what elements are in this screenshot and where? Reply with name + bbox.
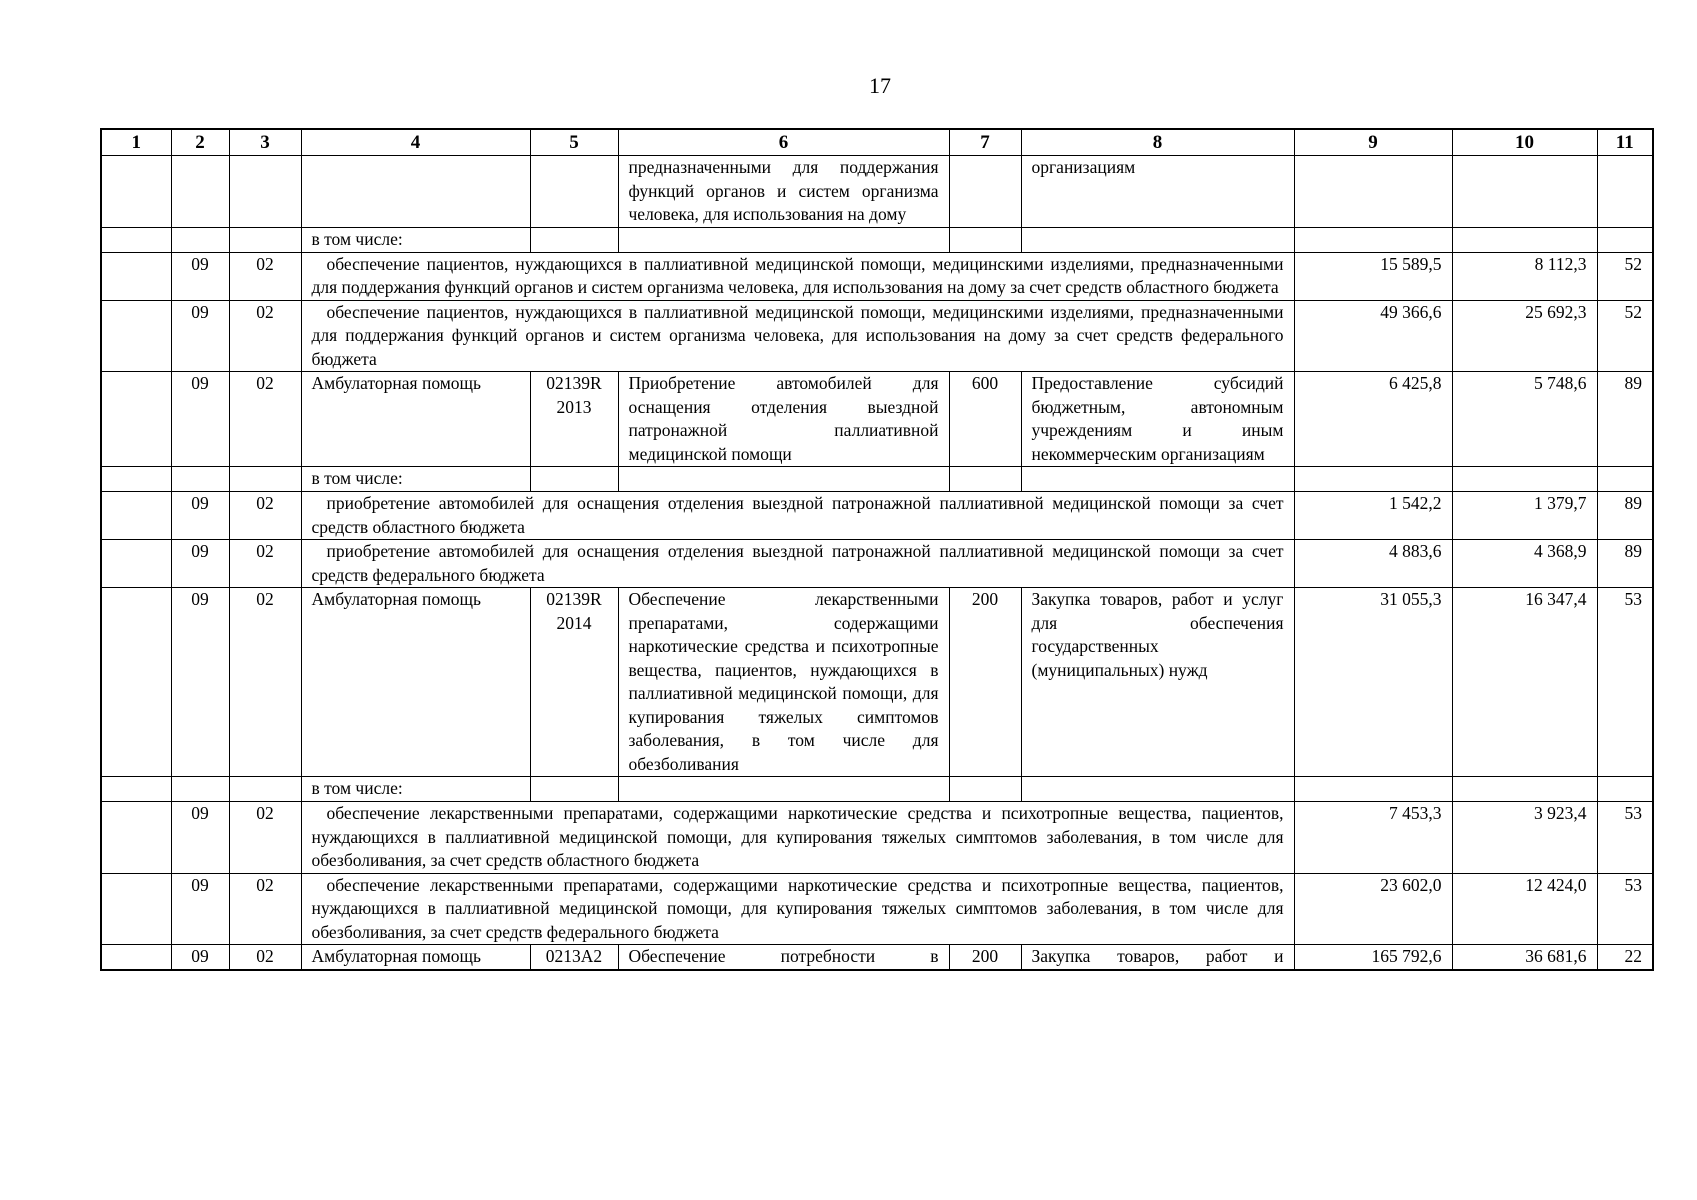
budget-table [100,128,1654,971]
cell-amount-2: 3 923,4 [1452,802,1597,874]
cell-empty [1294,156,1452,228]
cell-empty [618,227,949,252]
cell-empty [1597,467,1653,492]
table-row [101,252,1653,300]
cell-empty [101,156,171,228]
cell-code: 89 [1597,372,1653,467]
cell-section: 09 [171,300,229,372]
table-row [101,372,1653,467]
cell-expense-code: 200 [949,588,1021,777]
cell-empty [229,227,301,252]
cell-code: 53 [1597,588,1653,777]
cell-expense-code: 200 [949,945,1021,970]
cell-including-label: в том числе: [301,777,530,802]
cell-empty [1021,227,1294,252]
table-row-subheading [101,467,1653,492]
cell-section: 09 [171,492,229,540]
cell-empty [301,156,530,228]
cell-empty [101,467,171,492]
table-row [101,802,1653,874]
cell-activity: Амбулаторная помощь [301,945,530,970]
cell-subsection: 02 [229,588,301,777]
cell-subsection: 02 [229,873,301,945]
header-cell: 2 [171,129,229,156]
cell-amount-1: 6 425,8 [1294,372,1452,467]
cell-item-description: предназначенными для поддержания функций органов и систем организма человека, для использования на дому [618,156,949,228]
cell-section: 09 [171,945,229,970]
header-cell: 8 [1021,129,1294,156]
cell-target-code: 02139R 2014 [530,588,618,777]
cell-empty [101,372,171,467]
cell-code: 52 [1597,252,1653,300]
cell-section: 09 [171,873,229,945]
cell-item-description: Приобретение автомобилей для оснащения отделения выездной патронажной паллиативной медицинской помощи [618,372,949,467]
cell-empty [530,156,618,228]
cell-expense-type: Закупка товаров, работ и услуг для обеспечения государственных (муниципальных) нужд [1021,588,1294,777]
cell-empty [229,467,301,492]
cell-empty [171,777,229,802]
cell-empty [618,467,949,492]
table-row [101,300,1653,372]
header-cell: 6 [618,129,949,156]
cell-empty [949,156,1021,228]
cell-item-description: Обеспечение лекарственными препаратами, содержащими наркотические средства и психотропные вещества, пациентов, нуждающихся в паллиативной медицинской помощи, для купирования тяжелых симптомов заболевания, в том числе для обезболивания [618,588,949,777]
cell-empty [530,227,618,252]
cell-amount-2: 25 692,3 [1452,300,1597,372]
cell-empty [101,588,171,777]
cell-amount-1: 23 602,0 [1294,873,1452,945]
cell-amount-1: 7 453,3 [1294,802,1452,874]
cell-activity: Амбулаторная помощь [301,588,530,777]
cell-subsection: 02 [229,945,301,970]
cell-empty [1452,227,1597,252]
cell-empty [1597,777,1653,802]
cell-section: 09 [171,588,229,777]
cell-empty [530,467,618,492]
cell-amount-2: 4 368,9 [1452,540,1597,588]
cell-empty [1021,467,1294,492]
cell-amount-2: 16 347,4 [1452,588,1597,777]
cell-empty [1294,227,1452,252]
cell-target-code: 02139R 2013 [530,372,618,467]
cell-empty [949,227,1021,252]
cell-merged-description: приобретение автомобилей для оснащения отделения выездной патронажной паллиативной медицинской помощи за счет средств федерального бюджета [301,540,1294,588]
cell-empty [949,467,1021,492]
table-row [101,588,1653,777]
header-cell: 9 [1294,129,1452,156]
cell-empty [101,300,171,372]
cell-code: 89 [1597,540,1653,588]
cell-empty [1294,467,1452,492]
table-row [101,945,1653,970]
cell-section: 09 [171,252,229,300]
cell-amount-1: 49 366,6 [1294,300,1452,372]
cell-empty [1294,777,1452,802]
table-row-subheading [101,777,1653,802]
cell-item-description: Обеспечение потребности в [618,945,949,970]
cell-empty [101,777,171,802]
header-cell: 5 [530,129,618,156]
table-row [101,873,1653,945]
cell-empty [101,540,171,588]
cell-amount-2: 5 748,6 [1452,372,1597,467]
cell-empty [229,777,301,802]
cell-subsection: 02 [229,300,301,372]
cell-amount-1: 4 883,6 [1294,540,1452,588]
header-cell: 3 [229,129,301,156]
cell-expense-type: организациям [1021,156,1294,228]
header-cell: 1 [101,129,171,156]
cell-code: 52 [1597,300,1653,372]
cell-empty [101,945,171,970]
header-cell: 11 [1597,129,1653,156]
cell-target-code: 0213А2 [530,945,618,970]
cell-amount-2: 36 681,6 [1452,945,1597,970]
cell-amount-2: 12 424,0 [1452,873,1597,945]
cell-including-label: в том числе: [301,227,530,252]
cell-merged-description: обеспечение лекарственными препаратами, содержащими наркотические средства и психотропные вещества, пациентов, нуждающихся в паллиативной медицинской помощи, для купирования тяжелых симптомов заболевания, в том числе для обезболивания, за счет средств областного бюджета [301,802,1294,874]
cell-merged-description: обеспечение пациентов, нуждающихся в паллиативной медицинской помощи, медицинскими изделиями, предназначенными для поддержания функций органов и систем организма человека, для использования на дому за счет средств федерального бюджета [301,300,1294,372]
cell-amount-1: 15 589,5 [1294,252,1452,300]
cell-empty [949,777,1021,802]
cell-subsection: 02 [229,372,301,467]
cell-subsection: 02 [229,802,301,874]
cell-section: 09 [171,540,229,588]
cell-section: 09 [171,372,229,467]
page-number: 17 [869,73,891,98]
cell-amount-2: 1 379,7 [1452,492,1597,540]
cell-amount-1: 1 542,2 [1294,492,1452,540]
cell-subsection: 02 [229,492,301,540]
cell-expense-type: Закупка товаров, работ и [1021,945,1294,970]
cell-empty [1452,777,1597,802]
header-row [101,129,1653,156]
table-row [101,156,1653,228]
cell-code: 89 [1597,492,1653,540]
cell-empty [171,156,229,228]
cell-expense-type: Предоставление субсидий бюджетным, автономным учреждениям и иным некоммерческим организациям [1021,372,1294,467]
cell-merged-description: приобретение автомобилей для оснащения отделения выездной патронажной паллиативной медицинской помощи за счет средств областного бюджета [301,492,1294,540]
cell-empty [1597,227,1653,252]
table-row [101,492,1653,540]
cell-empty [101,227,171,252]
cell-subsection: 02 [229,540,301,588]
header-cell: 10 [1452,129,1597,156]
cell-code: 22 [1597,945,1653,970]
cell-empty [530,777,618,802]
cell-including-label: в том числе: [301,467,530,492]
cell-amount-2: 8 112,3 [1452,252,1597,300]
cell-expense-code: 600 [949,372,1021,467]
cell-subsection: 02 [229,252,301,300]
cell-empty [101,492,171,540]
cell-empty [1021,777,1294,802]
cell-empty [1452,467,1597,492]
cell-empty [1597,156,1653,228]
table-row [101,540,1653,588]
cell-merged-description: обеспечение пациентов, нуждающихся в паллиативной медицинской помощи, медицинскими изделиями, предназначенными для поддержания функций органов и систем организма человека, для использования на дому за счет средств областного бюджета [301,252,1294,300]
cell-empty [618,777,949,802]
cell-merged-description: обеспечение лекарственными препаратами, содержащими наркотические средства и психотропные вещества, пациентов, нуждающихся в паллиативной медицинской помощи, для купирования тяжелых симптомов заболевания, в том числе для обезболивания, за счет средств федерального бюджета [301,873,1294,945]
cell-section: 09 [171,802,229,874]
cell-empty [101,802,171,874]
cell-empty [171,467,229,492]
table-row-subheading [101,227,1653,252]
cell-amount-1: 165 792,6 [1294,945,1452,970]
cell-empty [101,873,171,945]
cell-empty [101,252,171,300]
cell-empty [229,156,301,228]
cell-code: 53 [1597,802,1653,874]
cell-amount-1: 31 055,3 [1294,588,1452,777]
cell-code: 53 [1597,873,1653,945]
cell-empty [1452,156,1597,228]
header-cell: 7 [949,129,1021,156]
cell-activity: Амбулаторная помощь [301,372,530,467]
header-cell: 4 [301,129,530,156]
cell-empty [171,227,229,252]
